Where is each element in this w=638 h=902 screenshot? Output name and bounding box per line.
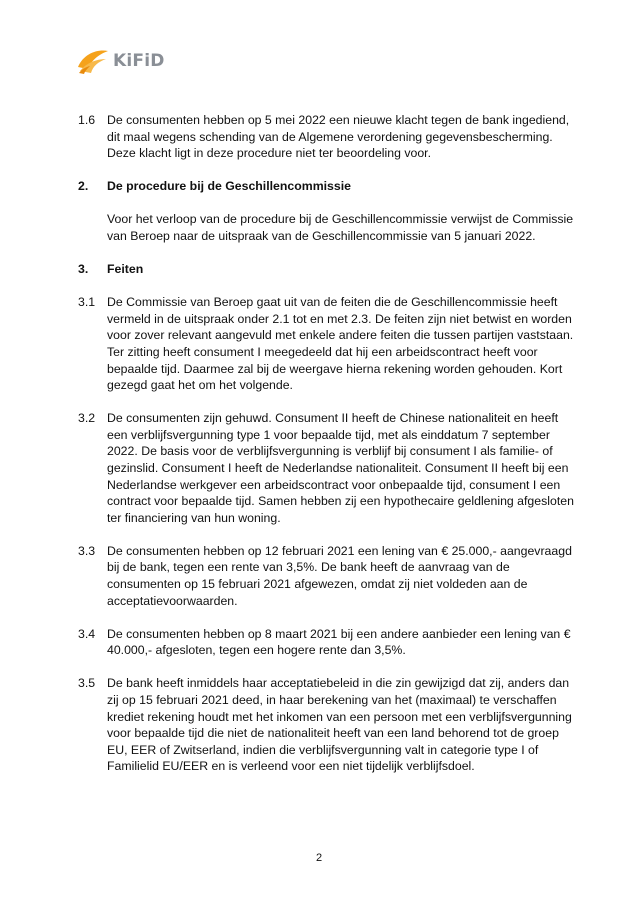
paragraph-text: De bank heeft inmiddels haar acceptatiebeleid in die zin gewijzigd dat zij, anders dan zij op 15 februari 2021 deed, in haar berekening van het (maximaal) te verschaffen krediet rekening houdt met het inkomen van een persoon met een verblijfsvergunning voor bepaalde tijd die niet de nationaliteit heeft van een land behorend tot de groep EU, EER of Zwitserland, indien die verblijfsvergunning valt in categorie type I of Familielid EU/EER en is verleend voor een niet tijdelijk verblijfsdoel. [107,676,572,774]
kifid-logo [76,47,165,75]
paragraph-3-4 [78,626,578,659]
paragraph-number: 3.4 [78,626,96,641]
paragraph-number: 3.1 [78,295,96,310]
paragraph-3-1 [78,294,578,394]
section-number: 2. [78,179,89,194]
paragraph-3-3 [78,543,578,609]
paragraph-text: De Commissie van Beroep gaat uit van de feiten die de Geschillencommissie heeft vermeld in de uitspraak onder 2.1 tot en met 2.3. De feiten zijn niet betwist en worden voor zover relevant aangevuld met enkele andere feiten die tussen partijen vaststaan. Ter zitting heeft consument I meegedeeld dat hij een arbeidscontract heeft voor bepaalde tijd. Daarmee zal bij de weergave hierna rekening worden gehouden. Kort gezegd gaat het om het volgende. [107,295,574,393]
logo-wordmark: KiFiD [113,51,165,71]
section-number: 3. [78,262,89,277]
paragraph-number: 3.2 [78,411,96,426]
section-heading-2 [78,178,578,195]
paragraph-text: De consumenten hebben op 8 maart 2021 bij een andere aanbieder een lening van € 40.000,- afgesloten, tegen een hogere rente dan 3,5%. [107,626,571,658]
section-title: De procedure bij de Geschillencommissie [107,179,351,194]
page-number: 2 [315,852,323,864]
paragraph-text: De consumenten hebben op 5 mei 2022 een nieuwe klacht tegen de bank ingediend, dit maal wegens schending van de Algemene verordening gegevensbescherming. Deze klacht ligt in deze procedure niet ter beoordeling voor. [107,113,570,161]
paragraph-number: 1.6 [78,113,96,127]
section-title: Feiten [107,262,144,277]
paragraph-text: De consumenten zijn gehuwd. Consument II heeft de Chinese nationaliteit en heeft een verblijfsvergunning type 1 voor bepaalde tijd, met als einddatum 7 september 2022. De basis voor de verblijfsvergunning is verblijf bij consument I als familie- of gezinslid. Consument I heeft de Nederlandse nationaliteit. Consument II heeft bij een Nederlandse werkgever een arbeidscontract voor onbepaalde tijd, consument I een contract voor bepaalde tijd. Samen hebben zij een hypothecaire geldlening afgesloten ter financiering van hun woning. [107,411,574,525]
paragraph-procedure: Voor het verloop van de procedure bij de Geschillencommissie verwijst de Commissie van Beroep naar de uitspraak van de Geschillencommissie van 5 januari 2022. [107,212,574,243]
document-body [78,112,578,792]
paragraph-number: 3.5 [78,676,96,691]
kifid-logo-icon [76,47,110,75]
section-heading-3 [78,261,578,278]
paragraph-3-2 [78,410,578,526]
paragraph-text: De consumenten hebben op 12 februari 2021 een lening van € 25.000,- aangevraagd bij de bank, tegen een rente van 3,5%. De bank heeft de aanvraag van de consumenten op 15 februari 2021 afgewezen, omdat zij niet voldeden aan de acceptatievoorwaarden. [107,543,572,608]
paragraph-1-6 [78,112,578,162]
paragraph-number: 3.3 [78,543,96,558]
paragraph-3-5 [78,675,578,775]
